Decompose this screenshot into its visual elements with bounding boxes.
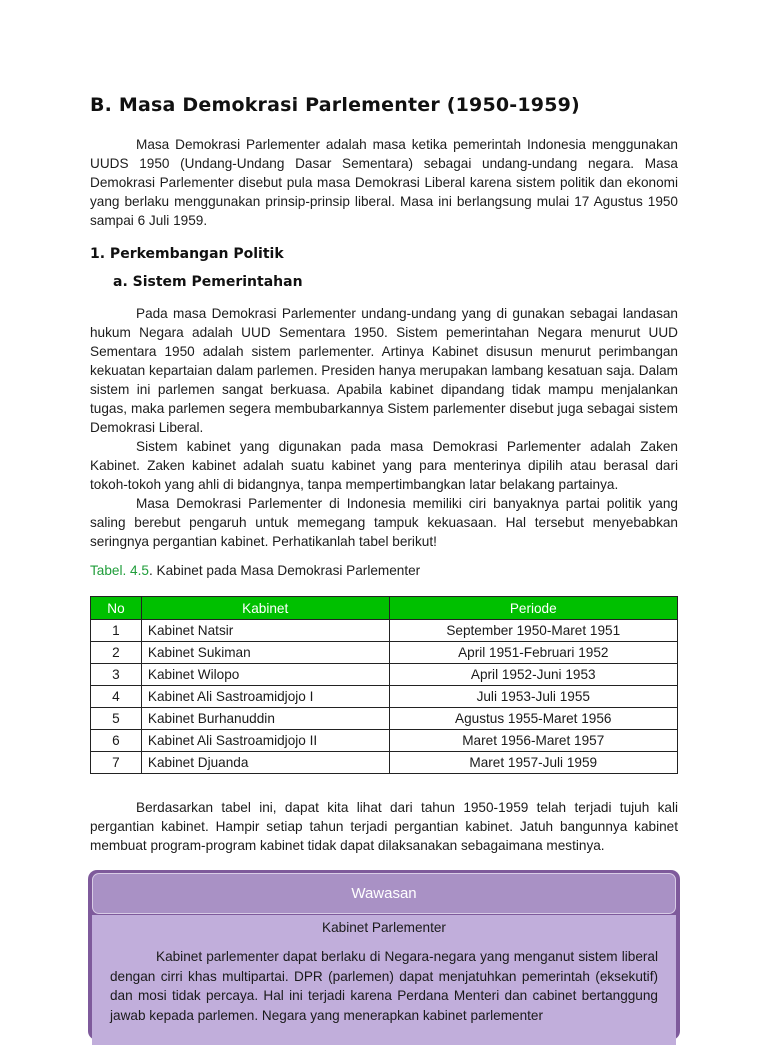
paragraph-zaken-kabinet: Sistem kabinet yang digunakan pada masa Demokrasi Parlementer adalah Zaken Kabinet. Zaken kabinet adalah suatu kabinet yang para menterinya dipilih atau berasal dari tokoh-tokoh yang ahli di bidangnya, tanpa mempertimbangkan latar belakang partainya. [90, 439, 678, 492]
wawasan-header: Wawasan [92, 873, 676, 914]
cell-kabinet: Kabinet Natsir [141, 620, 389, 642]
table-caption-text: . Kabinet pada Masa Demokrasi Parlementer [148, 563, 421, 578]
table-caption [90, 563, 420, 578]
table-row [91, 686, 678, 708]
table-header-row [91, 597, 678, 620]
table-caption-label: Tabel. 4.5 [90, 563, 149, 578]
table-row [91, 664, 678, 686]
wawasan-box [88, 870, 680, 1040]
table-row [91, 752, 678, 774]
header-periode: Periode [389, 597, 677, 620]
table-row [91, 708, 678, 730]
cell-no: 6 [91, 730, 142, 752]
cell-kabinet: Kabinet Ali Sastroamidjojo I [141, 686, 389, 708]
cell-periode: April 1952-Juni 1953 [389, 664, 677, 686]
table-row [91, 620, 678, 642]
paragraph-partai-politik: Masa Demokrasi Parlementer di Indonesia memiliki ciri banyaknya partai politik yang saling berebut pengaruh untuk memegang tampuk kekuasaan. Hal tersebut menyebabkan seringnya pergantian kabinet. Perhatikanlah tabel berikut! [90, 496, 678, 549]
header-no: No [91, 597, 142, 620]
cell-kabinet: Kabinet Wilopo [141, 664, 389, 686]
cell-periode: September 1950-Maret 1951 [389, 620, 677, 642]
cell-no: 4 [91, 686, 142, 708]
cell-no: 5 [91, 708, 142, 730]
wawasan-body [92, 915, 676, 1045]
cell-no: 3 [91, 664, 142, 686]
cell-periode: Maret 1957-Juli 1959 [389, 752, 677, 774]
section-title: B. Masa Demokrasi Parlementer (1950-1959) [90, 94, 580, 116]
table-row [91, 730, 678, 752]
cell-kabinet: Kabinet Ali Sastroamidjojo II [141, 730, 389, 752]
cell-kabinet: Kabinet Djuanda [141, 752, 389, 774]
cell-no: 1 [91, 620, 142, 642]
heading-sistem-pemerintahan: a. Sistem Pemerintahan [113, 274, 303, 290]
paragraph-berdasarkan-tabel: Berdasarkan tabel ini, dapat kita lihat dari tahun 1950-1959 telah terjadi tujuh kali pergantian kabinet. Hampir setiap tahun terjadi pergantian kabinet. Jatuh bangunnya kabinet membuat program-program kabinet tidak dapat dilaksanakan sebagaimana mestinya. [90, 800, 678, 853]
table-row [91, 642, 678, 664]
header-kabinet: Kabinet [141, 597, 389, 620]
heading-perkembangan-politik: 1. Perkembangan Politik [90, 246, 284, 262]
cell-no: 2 [91, 642, 142, 664]
paragraph-sistem-pemerintahan: Pada masa Demokrasi Parlementer undang-undang yang di gunakan sebagai landasan hukum Negara adalah UUD Sementara 1950. Sistem pemerintahan Negara menurut UUD Sementara 1950 adalah sistem parlementer. Artinya Kabinet disusun menurut perimbangan kekuatan kepartaian dalam parlemen. Presiden hanya merupakan lambang kesatuan saja. Dalam sistem ini parlemen sangat berkuasa. Apabila kabinet dipandang tidak mampu menjalankan tugas, maka parlemen segera membubarkannya Sistem parlementer disebut juga sebagai sistem Demokrasi Liberal. [90, 306, 678, 435]
cell-periode: Agustus 1955-Maret 1956 [389, 708, 677, 730]
wawasan-title: Kabinet Parlementer [322, 920, 446, 935]
cell-kabinet: Kabinet Sukiman [141, 642, 389, 664]
cell-kabinet: Kabinet Burhanuddin [141, 708, 389, 730]
kabinet-table [90, 596, 678, 774]
cell-periode: Juli 1953-Juli 1955 [389, 686, 677, 708]
intro-paragraph: Masa Demokrasi Parlementer adalah masa ketika pemerintah Indonesia menggunakan UUDS 1950 (Undang-Undang Dasar Sementara) sebagai undang-undang negara. Masa Demokrasi Parlementer disebut pula masa Demokrasi Liberal karena sistem politik dan ekonomi yang berlaku menggunakan prinsip-prinsip liberal. Masa ini berlangsung mulai 17 Agustus 1950 sampai 6 Juli 1959. [90, 137, 678, 228]
wawasan-text: Kabinet parlementer dapat berlaku di Negara-negara yang menganut sistem liberal dengan cirri khas multipartai. DPR (parlemen) dapat menjatuhkan pemerintah (eksekutif) dan mosi tidak percaya. Hal ini terjadi karena Perdana Menteri dan cabinet bertanggung jawab kepada parlemen. Negara yang menerapkan kabinet parlementer [110, 949, 658, 1023]
cell-periode: April 1951-Februari 1952 [389, 642, 677, 664]
cell-no: 7 [91, 752, 142, 774]
cell-periode: Maret 1956-Maret 1957 [389, 730, 677, 752]
